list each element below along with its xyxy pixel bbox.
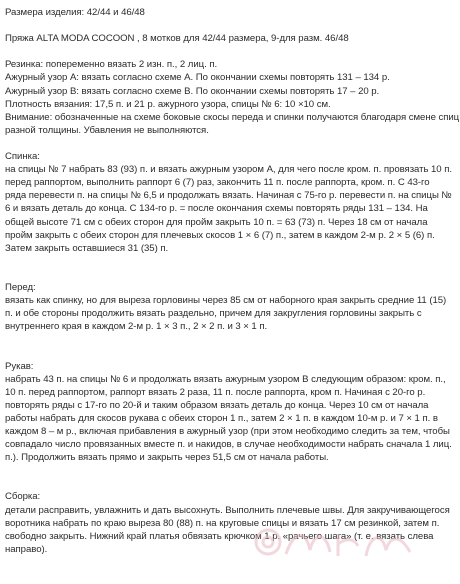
text-line: Плотность вязания: 17,5 п. и 21 р. ажурного узора, спицы № 6: 10 ×10 см. bbox=[5, 98, 331, 110]
blank-line bbox=[5, 255, 457, 268]
blank-line bbox=[5, 268, 457, 281]
document-page bbox=[5, 6, 460, 556]
blank-line bbox=[5, 19, 457, 32]
text-line: набрать 43 п. на спицы № 6 и продолжать вязать ажурным узором В следующим образом: кром. п., bbox=[5, 373, 446, 385]
blank-line bbox=[5, 45, 457, 58]
text-line: 10 п. перед раппортом, раппорт вязать 2 раза, 11 п. после раппорта, кром п. Начиная с 20-го р. bbox=[5, 386, 426, 398]
text-line: работы набрать для скосов рукава с обеих сторон 1 п., затем 2 × 1 п. в каждом 10-м р. и 7 × 1 п. в bbox=[5, 412, 438, 424]
text-line: пройм закрыть с обеих сторон для плечевых скосов 1 × 6 (7) п., затем в каждом 2-м р. 2 × 5 (6) п. bbox=[5, 229, 435, 241]
section-heading: Сборка: bbox=[5, 491, 41, 503]
blank-line bbox=[5, 333, 457, 346]
text-line: направо). bbox=[5, 543, 48, 555]
text-line: свободно закрыть. Нижний край платья обвязать крючком 1 р. «рачьего шага» (т. е. вязать слева bbox=[5, 530, 434, 542]
text-line: Размера изделия: 42/44 и 46/48 bbox=[5, 7, 145, 18]
blank-line bbox=[5, 464, 457, 477]
text-line: разной толщины. Убавления не выполняются. bbox=[5, 124, 209, 136]
blank-line bbox=[5, 346, 457, 359]
text-line: ряда перевести п. на спицы № 6,5 и продолжать вязать. Начиная с 75-го р. перевести п. на спицы № bbox=[5, 190, 452, 202]
text-line: детали расправить, увлажнить и дать высохнуть. Выполнить плечевые швы. Для закручивающегося bbox=[5, 504, 450, 516]
section-heading: Спинка: bbox=[5, 151, 40, 163]
text-line: 6 и вязать деталь до конца. С 134-го р. = после окончания схемы повторять ряды 131 – 134. На bbox=[5, 203, 428, 215]
blank-line bbox=[5, 477, 457, 490]
blank-line bbox=[5, 137, 457, 150]
text-line: совпадало число провязанных вместе п. и накидов, в случае необходимости набрать сначала 1 лиц. bbox=[5, 439, 452, 451]
text-line: Резинка: попеременно вязать 2 изн. п., 2 лиц. п. bbox=[5, 59, 218, 71]
text-line: каждом 8 – м р., включая прибавления в ажурный узор (при этом необходимо следить за тем, чтобы bbox=[5, 426, 450, 437]
text-line: Ажурный узор А: вязать согласно схеме А. По окончании схемы повторять 131 – 134 р. bbox=[5, 72, 390, 84]
text-line: воротника набрать по краю выреза 80 (88) п. на круговые спицы и вязать 17 см резинкой, затем п. bbox=[5, 517, 440, 529]
section-heading: Рукав: bbox=[5, 360, 34, 372]
text-line: п. и обе стороны продолжить вязать раздельно, причем для закругления горловины закрыть с bbox=[5, 308, 422, 320]
text-line: п.). Продолжить вязать прямо и закрыть через 51,5 см от начала работы. bbox=[5, 452, 329, 464]
text-line: повторять ряды с 17-го по 20-й и таким образом вязать деталь до конца. Через 10 см от начала bbox=[5, 399, 429, 411]
text-line: на спицы № 7 набрать 83 (93) п. и вязать ажурным узором А, для чего после кром. п. провязать 10 п. bbox=[5, 164, 452, 176]
text-line: общей высоте 71 см с обеих сторон для пройм закрыть 10 п. = 63 (73) п. Через 18 см от начала bbox=[5, 216, 428, 228]
text-line: перед раппортом, выполнить раппорт 6 (7) раз, закончить 11 п. после раппорта, кром. п. С 43-го bbox=[5, 177, 430, 189]
text-line: Затем закрыть оставшиеся 31 (35) п. bbox=[5, 242, 169, 254]
text-line: Пряжа ALTA MODA COCOON , 8 мотков для 42/44 размера, 9-для разм. 46/48 bbox=[5, 33, 349, 45]
text-line: Внимание: обозначенные на схеме боковые скосы переда и спинки получаются благодаря смене спиц bbox=[5, 111, 460, 123]
text-line: вязать как спинку, но для выреза горловины через 85 см от наборного края закрыть средние 11 (15) bbox=[5, 295, 447, 307]
text-line: внутреннего края в каждом 2-м р. 1 × 3 п., 2 × 2 п. и 3 × 1 п. bbox=[5, 321, 268, 333]
section-heading: Перед: bbox=[5, 281, 36, 293]
text-line: Ажурный узор В: вязать согласно схеме В. По окончании схемы повторять 17 – 20 р. bbox=[5, 85, 380, 97]
